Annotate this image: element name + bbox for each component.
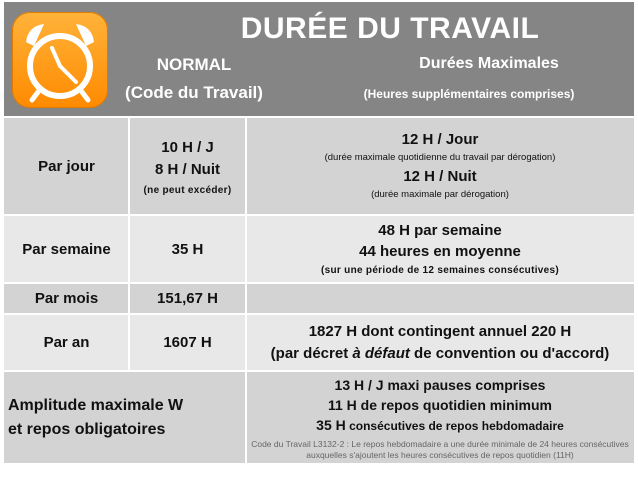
amplitude-label-line2: et repos obligatoires <box>8 420 166 438</box>
row-amplitude <box>4 372 634 463</box>
column-divider <box>245 315 247 370</box>
row-label: Par semaine <box>22 240 111 258</box>
column-divider <box>128 216 130 282</box>
decree-text-end: de convention ou d'accord) <box>409 344 610 362</box>
amplitude-label-line1: Amplitude maximale W <box>8 396 184 414</box>
weekly-rest-hours: 35 H <box>316 416 346 433</box>
max-title: Durées Maximales <box>419 55 559 72</box>
max-value-cell <box>246 315 634 370</box>
row-par-mois <box>4 284 634 313</box>
normal-value-cell <box>129 284 246 313</box>
max-night-value: 12 H / Nuit <box>403 168 477 185</box>
row-par-jour <box>4 118 634 214</box>
row-label: Par jour <box>38 157 95 175</box>
max-day-note: (durée maximale quotidienne du travail par dérogation) <box>324 152 556 163</box>
column-divider <box>245 284 247 313</box>
amplitude-label-cell <box>4 372 246 463</box>
page-title: DURÉE DU TRAVAIL <box>240 12 540 45</box>
normal-night-value: 8 H / Nuit <box>154 160 220 178</box>
normal-day-value: 10 H / J <box>161 138 214 156</box>
row-par-an <box>4 315 634 370</box>
row-label-cell <box>4 315 129 370</box>
max-value-cell <box>246 118 634 214</box>
alarm-clock-icon <box>12 12 108 108</box>
max-column-header <box>304 54 634 104</box>
column-divider <box>128 118 130 214</box>
row-label-cell <box>4 216 129 282</box>
max-value-cell <box>246 216 634 282</box>
max-day-value: 12 H / Jour <box>401 131 479 148</box>
column-divider <box>245 216 247 282</box>
amplitude-line3 <box>316 415 564 436</box>
decree-text: (par décret <box>270 344 353 362</box>
normal-note: (ne peut excéder) <box>143 184 232 196</box>
column-divider <box>128 284 130 313</box>
max-value-cell <box>246 284 634 313</box>
row-label-cell <box>4 284 129 313</box>
max-night-note: (durée maximale par dérogation) <box>371 189 509 200</box>
weekly-rest-text: consécutives de repos hebdomadaire <box>345 418 564 433</box>
normal-year-value: 1607 H <box>163 334 212 351</box>
column-divider <box>245 118 247 214</box>
max-year-decree <box>271 343 610 365</box>
amplitude-value-cell <box>246 372 634 463</box>
decree-emphasis: à défaut <box>352 344 410 362</box>
amplitude-line1: 13 H / J maxi pauses comprises <box>334 376 546 393</box>
normal-column-header <box>104 54 284 104</box>
max-subtitle: (Heures supplémentaires comprises) <box>363 87 575 101</box>
normal-month-value: 151,67 H <box>157 290 218 307</box>
row-par-semaine <box>4 216 634 282</box>
normal-subtitle: (Code du Travail) <box>125 83 263 102</box>
max-week-value: 48 H par semaine <box>378 221 502 239</box>
column-divider <box>128 315 130 370</box>
row-label: Par an <box>43 334 90 351</box>
normal-title: NORMAL <box>156 55 232 74</box>
row-label-cell <box>4 118 129 214</box>
column-divider <box>245 372 247 463</box>
normal-value-cell <box>129 216 246 282</box>
row-label: Par mois <box>34 290 99 307</box>
header-banner <box>4 2 634 116</box>
normal-value-cell <box>129 118 246 214</box>
amplitude-line2: 11 H de repos quotidien minimum <box>327 396 553 413</box>
normal-value-cell <box>129 315 246 370</box>
max-week-average: 44 heures en moyenne <box>359 242 521 260</box>
normal-week-value: 35 H <box>171 240 204 258</box>
legal-note-line1: Code du Travail L3132-2 : Le repos hebdomadaire a une durée minimale de 24 heures consécutives <box>251 438 629 449</box>
max-year-value: 1827 H dont contingent annuel 220 H <box>308 322 572 340</box>
legal-note-line2: auxquelles s'ajoutent les heures consécutives de repos quotidien (11H) <box>306 449 574 460</box>
max-week-note: (sur une période de 12 semaines consécutives) <box>320 264 560 276</box>
